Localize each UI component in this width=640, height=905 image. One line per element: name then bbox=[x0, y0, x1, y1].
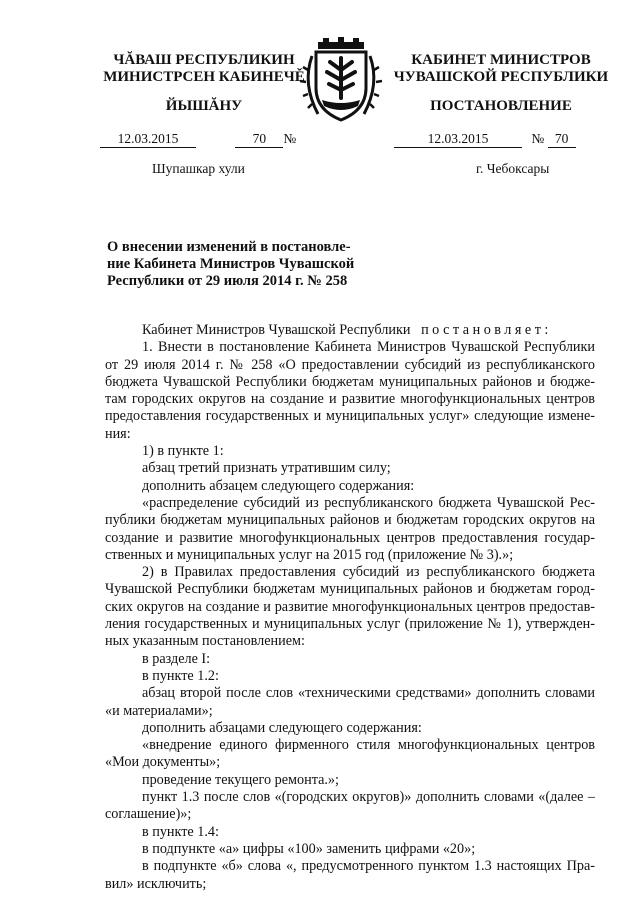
header-right-authority bbox=[381, 52, 621, 86]
document-title bbox=[107, 239, 357, 290]
title-line: Республики от 29 июля 2014 г. № 258 bbox=[107, 273, 348, 289]
body-line: соглашение)»; bbox=[105, 806, 192, 823]
header-left-line: ЧĂВАШ РЕСПУБЛИКИН bbox=[113, 52, 295, 68]
body-line: от 29 июля 2014 г. № 258 «О предоставлении субсидий из республиканского bbox=[105, 356, 595, 373]
title-line: ние Кабинета Министров Чувашской bbox=[107, 256, 355, 272]
header-left-line: МИНИСТРСЕН КАБИНЕЧĚ bbox=[103, 69, 305, 85]
body-line: ственных и муниципальных услуг на 2015 год (приложение № 3).»; bbox=[105, 546, 514, 563]
intro-prefix: Кабинет Министров Чувашской Республики bbox=[142, 322, 411, 338]
body-line: 1. Внести в постановление Кабинета Министров Чувашской Республики bbox=[142, 339, 595, 356]
title-line: О внесении изменений в постановле- bbox=[107, 239, 351, 255]
header-right-line: КАБИНЕТ МИНИСТРОВ bbox=[411, 52, 591, 68]
body-line: «Мои документы»; bbox=[105, 754, 221, 771]
number-sign: № bbox=[531, 131, 545, 146]
body-line: создание и развитие многофункциональных центров предоставления государ- bbox=[105, 529, 595, 546]
intro-line bbox=[105, 322, 595, 339]
body-line: предоставления государственных и муниципальных услуг» следующие измене- bbox=[105, 408, 595, 425]
registration-date: 12.03.2015 bbox=[100, 131, 196, 148]
header-left-doctype: ЙЫШĂНУ bbox=[165, 98, 243, 114]
body-line: абзац третий признать утратившим силу; bbox=[142, 460, 391, 477]
body-line: ния: bbox=[105, 425, 131, 442]
body-line: в подпункте «а» цифры «100» заменить цифрами «20»; bbox=[142, 840, 476, 857]
document-body bbox=[105, 322, 595, 893]
body-line: 2) в Правилах предоставления субсидий из республиканского бюджета bbox=[142, 564, 595, 581]
registration-number: 70 bbox=[235, 131, 283, 148]
body-line: «и материалами»; bbox=[105, 702, 213, 719]
body-line: публики бюджетам муниципальных районов и бюджетам городских округов на bbox=[105, 512, 595, 529]
body-line: Чувашской Республики бюджетам муниципальных районов и бюджетам город- bbox=[105, 581, 595, 598]
body-line: в подпункте «б» слова «, предусмотренного пунктом 1.3 настоящих Пра- bbox=[142, 858, 595, 875]
body-line: бюджета Чувашской Республики бюджетам муниципальных районов и бюдже- bbox=[105, 373, 595, 390]
registration-left bbox=[100, 131, 296, 148]
registration-date: 12.03.2015 bbox=[394, 131, 522, 148]
body-line: абзац второй после слов «техническими средствами» дополнить словами bbox=[142, 685, 595, 702]
number-sign: № bbox=[283, 131, 297, 146]
body-line: в пункте 1.4: bbox=[142, 823, 219, 840]
body-line: в пункте 1.2: bbox=[142, 667, 219, 684]
registration-number: 70 bbox=[548, 131, 576, 148]
header-right-line: ЧУВАШСКОЙ РЕСПУБЛИКИ bbox=[393, 69, 609, 85]
header-right-doctype: ПОСТАНОВЛЕНИЕ bbox=[430, 98, 572, 114]
body-line: «внедрение единого фирменного стиля многофункциональных центров bbox=[142, 737, 595, 754]
header-left-authority bbox=[84, 52, 324, 86]
chuvash-coat-of-arms-icon bbox=[296, 36, 386, 126]
body-line: в разделе I: bbox=[142, 650, 211, 667]
body-line: ления государственных и муниципальных услуг (приложение № 1), утвержден- bbox=[105, 616, 595, 633]
body-line: «распределение субсидий из республиканского бюджета Чувашской Рес- bbox=[142, 494, 595, 511]
body-line: там городских округов на создание и развитие многофункциональных центров bbox=[105, 391, 595, 408]
intro-resolves: постановляет: bbox=[421, 322, 552, 338]
body-line: пункт 1.3 после слов «(городских округов)» дополнить словами «(далее – bbox=[142, 789, 595, 806]
body-line: проведение текущего ремонта.»; bbox=[142, 771, 339, 788]
body-line: дополнить абзацами следующего содержания: bbox=[142, 719, 422, 736]
registration-right bbox=[394, 131, 576, 148]
body-line: 1) в пункте 1: bbox=[142, 443, 224, 460]
body-line: вил» исключить; bbox=[105, 875, 207, 892]
body-line: дополнить абзацем следующего содержания: bbox=[142, 477, 415, 494]
body-line: ских округов на создание и развитие многофункциональных центров предостав- bbox=[105, 598, 595, 615]
place-right: г. Чебоксары bbox=[476, 161, 550, 176]
body-line: ных указанным постановлением: bbox=[105, 633, 305, 650]
place-left: Шупашкар хули bbox=[152, 161, 245, 176]
